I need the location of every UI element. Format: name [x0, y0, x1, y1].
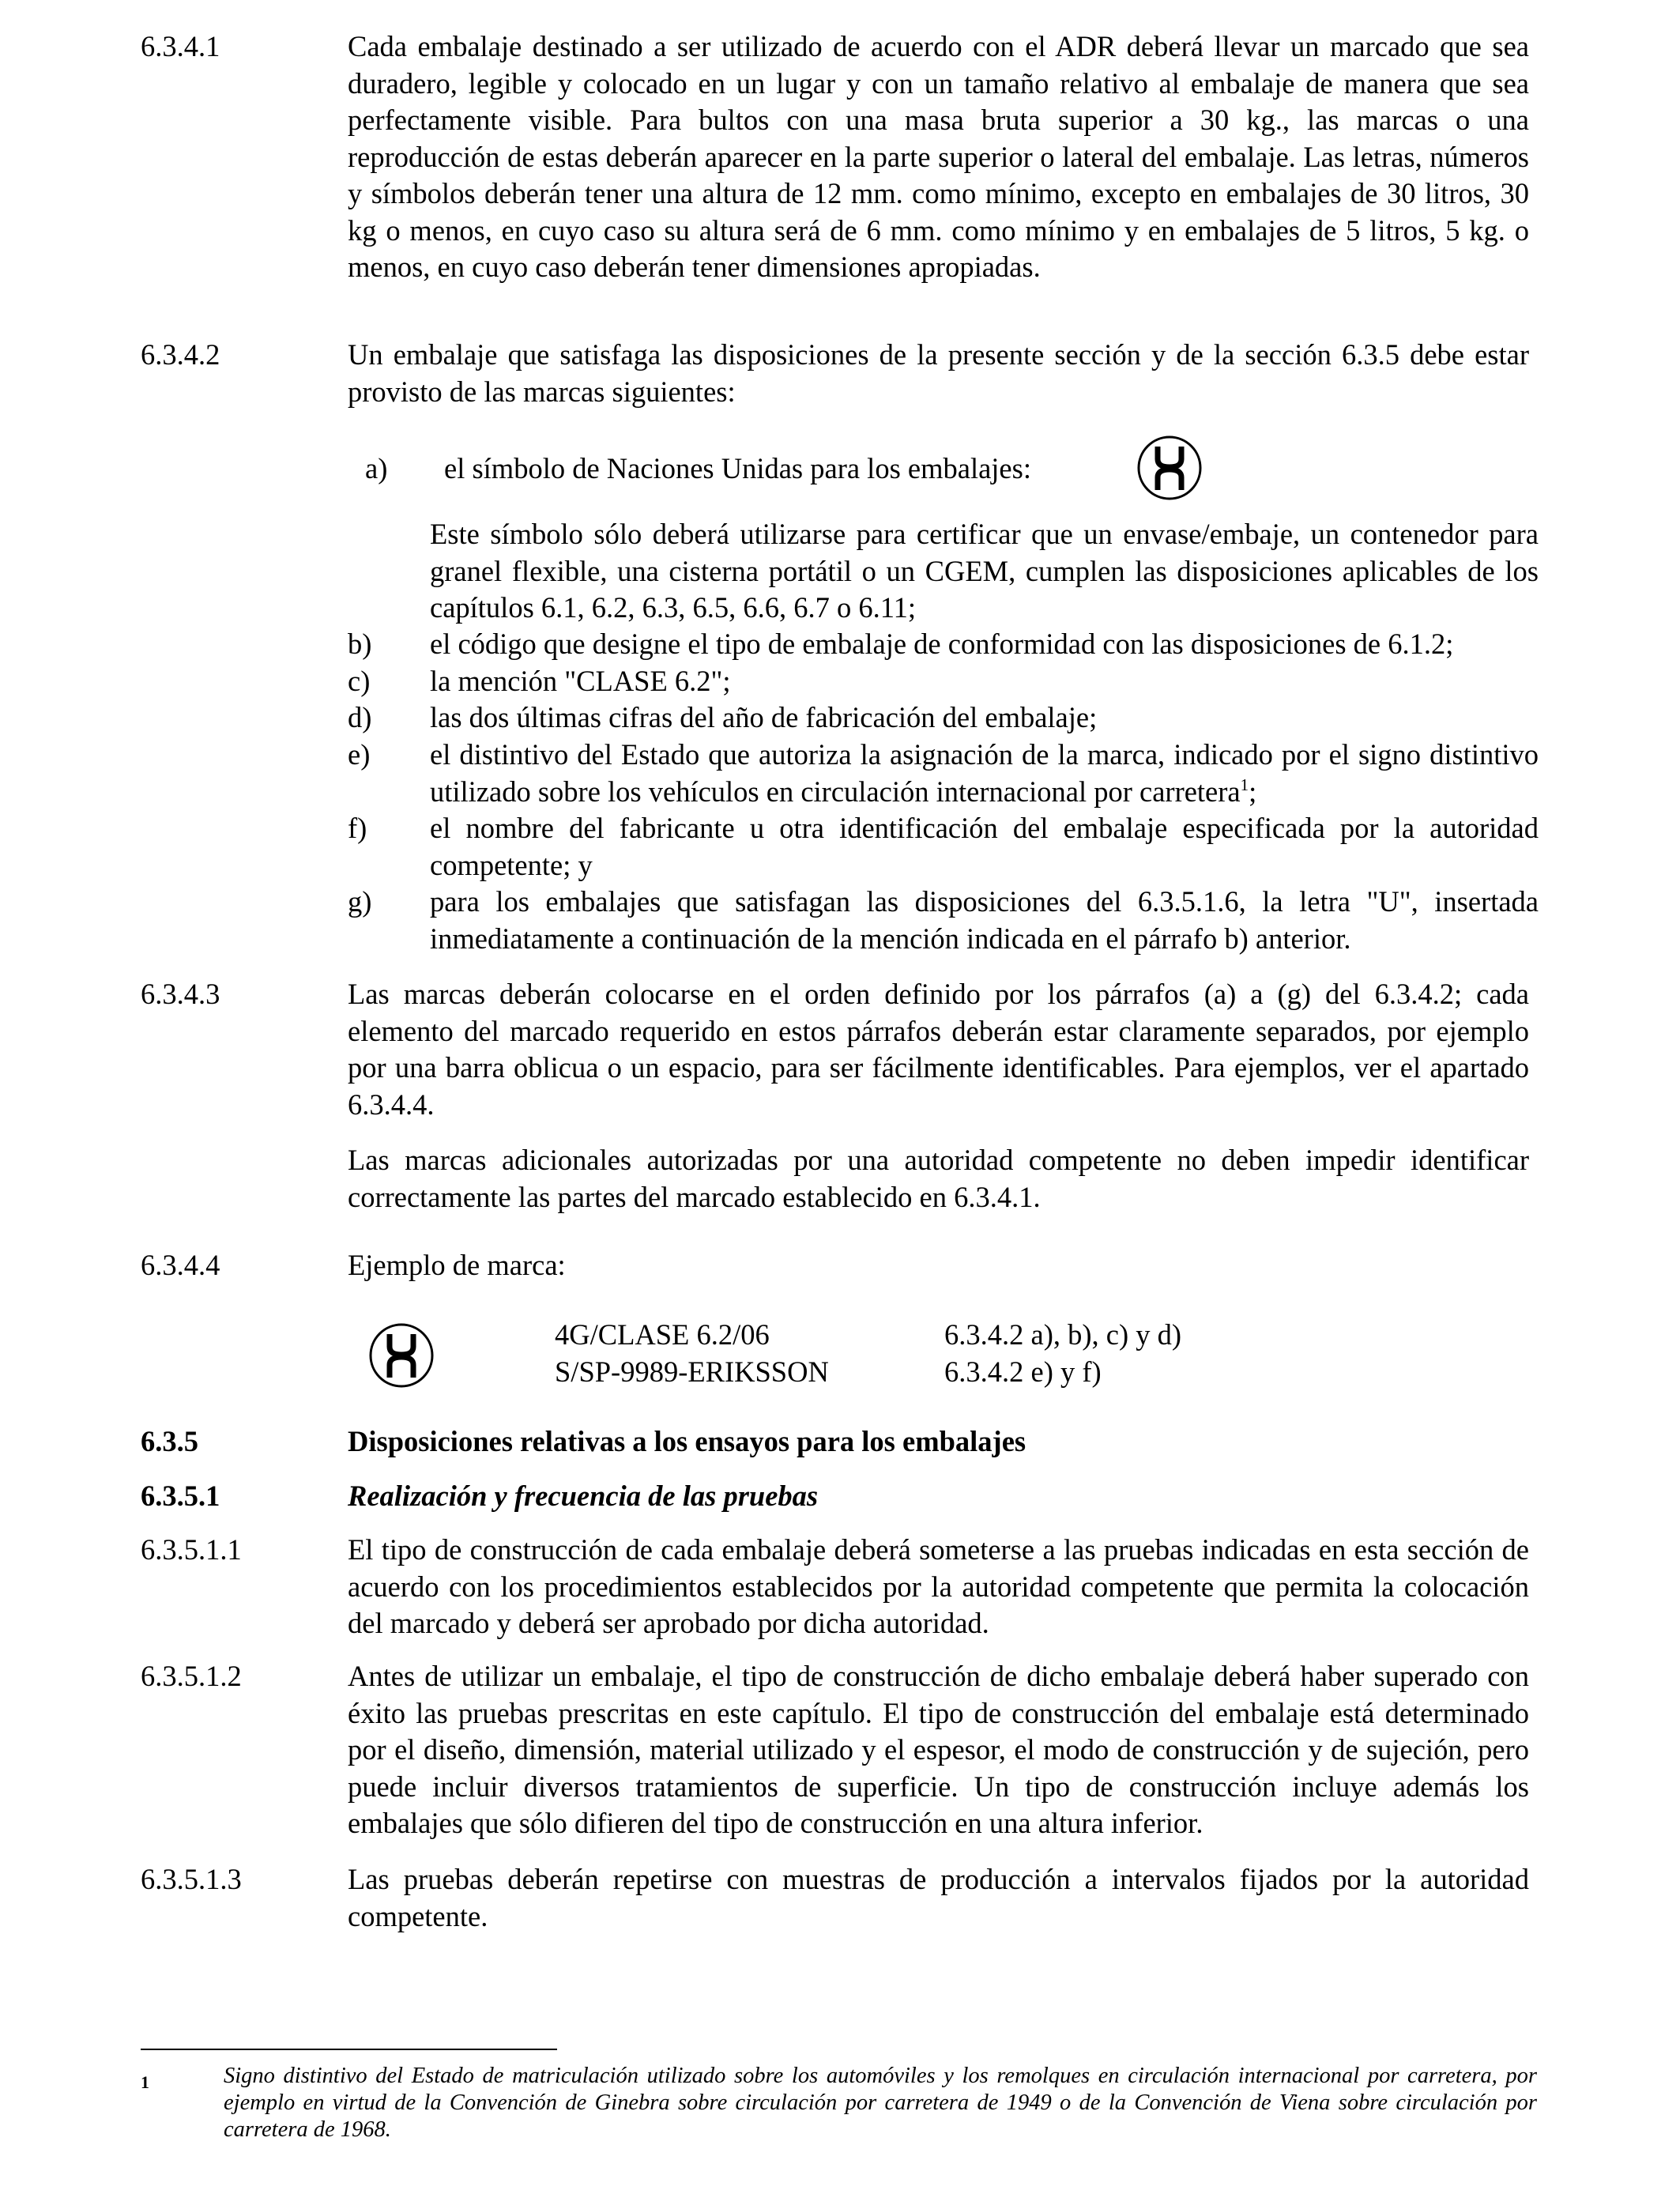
list-letter: e) — [348, 738, 371, 771]
list-text: el nombre del fabricante u otra identificación del embalaje especificada por la autoridad competente; y — [430, 812, 1539, 881]
list-text: el símbolo de Naciones Unidas para los embalajes: — [444, 452, 1031, 484]
example-mark-reference-2: 6.3.4.2 e) y f) — [944, 1355, 1102, 1388]
list-text: las dos últimas cifras del año de fabricación del embalaje; — [430, 701, 1098, 733]
list-letter: c) — [348, 665, 371, 697]
section-text: Las marcas adicionales autorizadas por una autoridad competente no deben impedir identificar correctamente las partes del marcado establecido en 6.3.4.1. — [348, 1144, 1529, 1213]
section-text: Cada embalaje destinado a ser utilizado de acuerdo con el ADR deberá llevar un marcado que sea duradero, legible y colocado en un lugar y con un tamaño relativo al embalaje de manera que sea perfectamente visible. Para bultos con una masa bruta superior a 30 kg., las marcas o una reproducción de estas deberán aparecer en la parte superior o lateral del embalaje. Las letras, números y símbolos deberán tener una altura de 12 mm. como mínimo, excepto en embalajes de 30 litros, 30 kg o menos, en cuyo caso su altura será de 6 mm. como mínimo y en embalajes de 5 litros, 5 kg. o menos, en cuyo caso deberán tener dimensiones apropiadas. — [348, 30, 1529, 283]
list-letter: f) — [348, 812, 367, 844]
section-text: Ejemplo de marca: — [348, 1249, 566, 1281]
list-text: para los embalajes que satisfagan las disposiciones del 6.3.5.1.6, la letra "U", insertada inmediatamente a continuación de la mención indicada en el párrafo b) anterior. — [430, 885, 1539, 955]
list-text: el código que designe el tipo de embalaje de conformidad con las disposiciones de 6.1.2; — [430, 628, 1454, 660]
section-text: Las marcas deberán colocarse en el orden definido por los párrafos (a) a (g) del 6.3.4.2; cada elemento del marcado requerido en estos párrafos deberán estar claramente separados, por ejemplo por una barra oblicua o un espacio, para ser fácilmente identificables. Para ejemplos, ver el apartado 6.3.4.4. — [348, 978, 1529, 1121]
list-note: Este símbolo sólo deberá utilizarse para certificar que un envase/embaje, un contenedor para granel flexible, una cisterna portátil o un CGEM, cumplen las disposiciones aplicables de los capítulos 6.1, 6.2, 6.3, 6.5, 6.6, 6.7 o 6.11; — [430, 518, 1539, 624]
footnote-separator — [141, 2049, 557, 2050]
list-letter: g) — [348, 885, 372, 918]
section-number: 6.3.5.1.3 — [141, 1863, 242, 1895]
section-text: Antes de utilizar un embalaje, el tipo de construcción de dicho embalaje deberá haber superado con éxito las pruebas prescritas en este capítulo. El tipo de construcción del embalaje está determinado por el diseño, dimensión, material utilizado y el espesor, el modo de construcción y de sujeción, pero puede incluir diversos tratamientos de superficie. Un tipo de construcción incluye además los embalajes que sólo difieren del tipo de construcción en una altura inferior. — [348, 1660, 1529, 1839]
un-packaging-symbol-icon — [368, 1322, 435, 1389]
section-number: 6.3.5.1.1 — [141, 1533, 242, 1566]
section-title: Realización y frecuencia de las pruebas — [348, 1480, 819, 1512]
list-text — [430, 737, 1539, 810]
footnote-number: 1 — [141, 2072, 149, 2092]
list-letter: a) — [365, 452, 388, 484]
section-number: 6.3.4.2 — [141, 338, 220, 371]
section-text: El tipo de construcción de cada embalaje deberá someterse a las pruebas indicadas en esta sección de acuerdo con los procedimientos establecidos por la autoridad competente que permita la colocación del marcado y deberá ser aprobado por dicha autoridad. — [348, 1533, 1529, 1639]
example-mark-reference-1: 6.3.4.2 a), b), c) y d) — [944, 1318, 1182, 1351]
list-letter: d) — [348, 701, 372, 733]
footnote-reference: 1 — [1240, 775, 1249, 794]
list-text-end: ; — [1249, 775, 1257, 808]
section-number: 6.3.5.1 — [141, 1480, 220, 1512]
un-packaging-symbol-icon — [1136, 435, 1203, 501]
section-number: 6.3.5.1.2 — [141, 1660, 242, 1692]
section-intro: Un embalaje que satisfaga las disposiciones de la presente sección y de la sección 6.3.5 debe estar provisto de las marcas siguientes: — [348, 338, 1529, 408]
list-text-main: el distintivo del Estado que autoriza la asignación de la marca, indicado por el signo distintivo utilizado sobre los vehículos en circulación internacional por carretera — [430, 738, 1539, 808]
section-number: 6.3.4.1 — [141, 30, 220, 62]
footnote-text: Signo distintivo del Estado de matriculación utilizado sobre los automóviles y los remolques en circulación internacional por carretera, por ejemplo en virtud de la Convención de Ginebra sobre circulación por carretera de 1949 o de la Convención de Viena sobre circulación por carretera de 1968. — [224, 2064, 1537, 2142]
example-mark-line-2: S/SP-9989-ERIKSSON — [555, 1355, 829, 1388]
section-title: Disposiciones relativas a los ensayos para los embalajes — [348, 1425, 1026, 1457]
list-text: la mención "CLASE 6.2"; — [430, 665, 731, 697]
section-number: 6.3.4.3 — [141, 978, 220, 1010]
list-letter: b) — [348, 628, 372, 660]
section-number: 6.3.4.4 — [141, 1249, 220, 1281]
example-mark-line-1: 4G/CLASE 6.2/06 — [555, 1318, 770, 1351]
section-text: Las pruebas deberán repetirse con muestras de producción a intervalos fijados por la autoridad competente. — [348, 1863, 1529, 1932]
section-number: 6.3.5 — [141, 1425, 198, 1457]
